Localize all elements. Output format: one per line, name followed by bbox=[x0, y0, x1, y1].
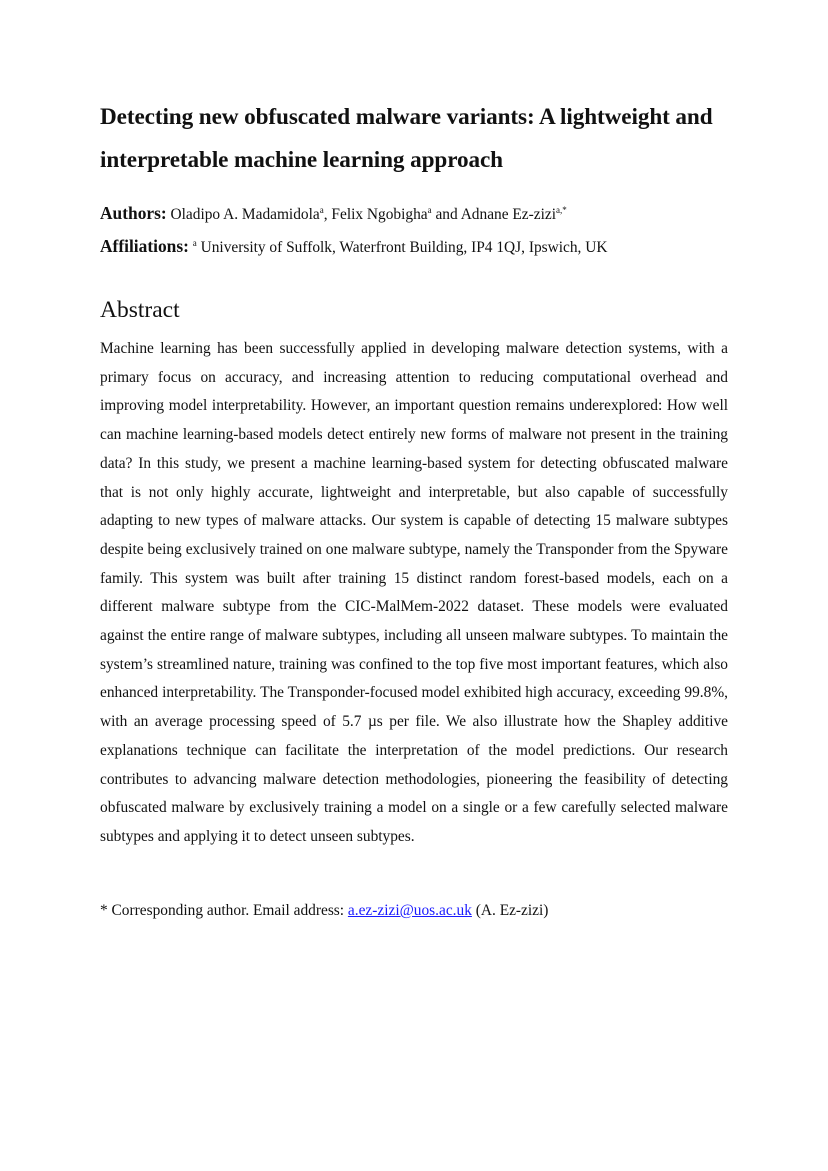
paper-title: Detecting new obfuscated malware variants: A lightweight and interpretable machine learning approach bbox=[100, 104, 713, 173]
authors-label: Authors: bbox=[100, 203, 167, 223]
affiliations-line bbox=[100, 236, 728, 258]
author-name: Adnane Ez-zizi bbox=[460, 206, 556, 223]
footnote-prefix: * Corresponding author. Email address: bbox=[100, 902, 348, 919]
email-link[interactable]: a.ez-zizi@uos.ac.uk bbox=[347, 902, 472, 919]
author-name: Felix Ngobigha bbox=[331, 206, 428, 223]
author-separator: and bbox=[431, 206, 461, 223]
authors-line bbox=[100, 203, 728, 225]
author-list bbox=[171, 206, 567, 223]
footnote-suffix: (A. Ez-zizi) bbox=[471, 902, 549, 919]
affiliations-label: Affiliations: bbox=[100, 236, 189, 256]
author-separator: , bbox=[323, 206, 332, 223]
corresponding-author-footnote bbox=[100, 900, 728, 922]
author-affiliation-mark: a bbox=[427, 205, 432, 215]
paper-page bbox=[100, 96, 728, 919]
affiliation-text: University of Suffolk, Waterfront Building, IP4 1QJ, Ipswich, UK bbox=[200, 239, 608, 256]
abstract-body: Machine learning has been successfully applied in developing malware detection systems, with a primary focus on accuracy, and increasing attention to reducing computational overhead and improving model interpretability. However, an important question remains underexplored: How well can machine learning-based models detect entirely new forms of malware not present in the training data? In this study, we present a machine learning-based system for detecting obfuscated malware that is not only highly accurate, lightweight and interpretable, but also capable of successfully adapting to new types of malware attacks. Our system is capable of detecting 15 malware subtypes despite being exclusively trained on one malware subtype, namely the Transponder from the Spyware family. This system was built after training 15 distinct random forest-based models, each on a different malware subtype from the CIC-MalMem-2022 dataset. These models were evaluated against the entire range of malware subtypes, including all unseen malware subtypes. To maintain the system’s streamlined nature, training was confined to the top five most important features, which also enhanced interpretability. The Transponder-focused model exhibited high accuracy, exceeding 99.8%, with an average processing speed of 5.7 µs per file. We also illustrate how the Shapley additive explanations technique can facilitate the interpretation of the model predictions. Our research contributes to advancing malware detection methodologies, pioneering the feasibility of detecting obfuscated malware by exclusively training a model on a single or a few carefully selected malware subtypes and applying it to detect unseen subtypes. bbox=[100, 340, 728, 845]
abstract-heading: Abstract bbox=[100, 297, 180, 323]
author-affiliation-mark: a bbox=[319, 205, 324, 215]
affiliation-mark: a bbox=[192, 238, 197, 248]
author-name: Oladipo A. Madamidola bbox=[170, 206, 320, 223]
author-affiliation-mark: a,* bbox=[555, 205, 567, 215]
